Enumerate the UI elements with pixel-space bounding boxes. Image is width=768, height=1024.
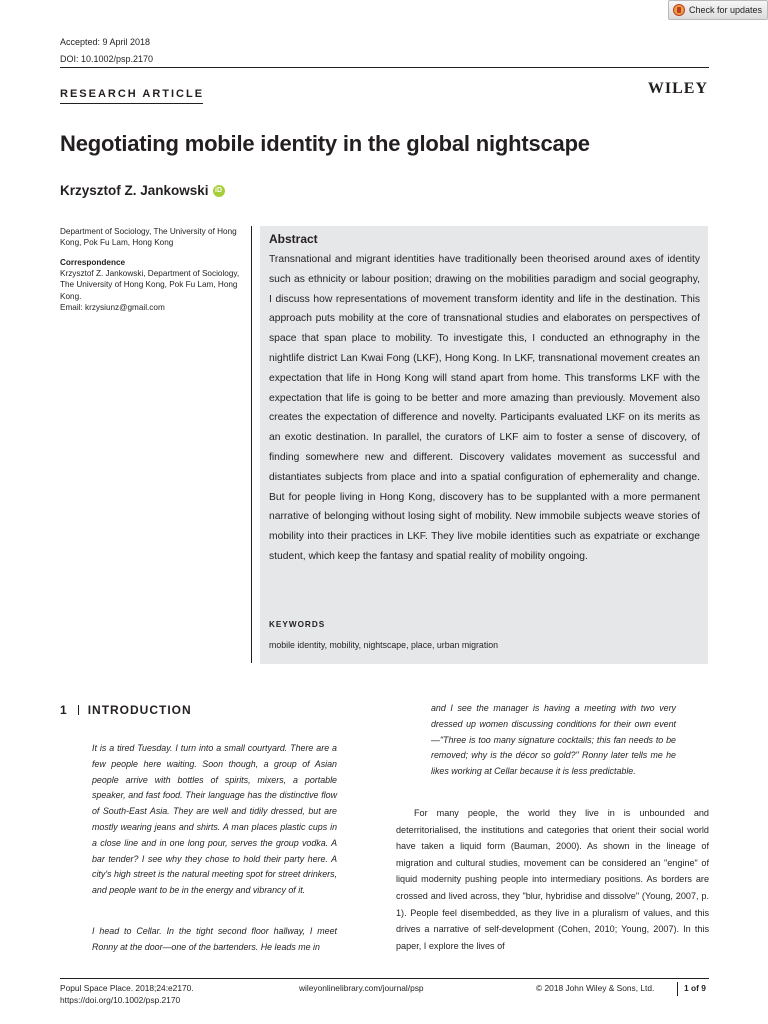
orcid-icon[interactable]: iD — [213, 185, 225, 197]
section-title: INTRODUCTION — [87, 703, 192, 717]
article-title: Negotiating mobile identity in the global nightscape — [60, 131, 590, 156]
abstract-heading: Abstract — [269, 232, 318, 246]
field-note-quote: It is a tired Tuesday. I turn into a small courtyard. There are a few people here waiting. Soon though, a group of Asian people arrive with bottles of spirits, mixers, a portable speaker, and fast food. Their language has the distinctive flow of South-East Asia. They are well and tidily dressed, but are mostly wearing jeans and shirts. A man places plastic cups in a close line and in one long pour, serves the group vodka. A bar tender? I see why they chose to hold their party here. A city's high street is the natural meeting spot for street drinkers, and people want to be in the energy and vibrancy of it. — [92, 743, 337, 896]
article-type: RESEARCH ARTICLE — [60, 88, 205, 100]
header-rule — [60, 67, 709, 68]
crossmark-icon — [673, 4, 685, 16]
footer-citation: Popul Space Place. 2018;24:e2170. — [60, 983, 194, 993]
section-number: 1 — [60, 703, 68, 717]
correspondence-heading: Correspondence — [60, 258, 126, 267]
keywords-list: mobile identity, mobility, nightscape, place, urban migration — [269, 640, 498, 650]
section-heading — [60, 703, 192, 717]
abstract-text: Transnational and migrant identities have traditionally been theorised around axes of identity such as ethnicity or labour position; drawing on the mobilities paradigm and social geography, I discuss how representations of movement transform identity and life in the destination. This approach puts mobility at the core of transnational studies and elaborates on perspectives of space that span place to mobility. To investigate this, I conducted an ethnography in the nightlife district Lan Kwai Fong (LKF), Hong Kong. In LKF, transnational movement creates an expectation that life in Hong Kong will stand apart from home. This transforms LKF with the expectation that life is going to be better and more amazing than previously. Movement also creates the expectation of difference and novelty. Participants evaluated LKF on its merits as an exotic destination. In parallel, the curators of LKF aim to foster a sense of discovery, of finding somewhere new and different. Discovery validates movement as successful and distantiates subjects from place and into a spatial configuration of ephemerality and change. But for people living in Hong Kong, discovery has to be supplanted with a more permanent narrative of belonging without losing sight of mobility. New immobile subjects weave stories of mobility into their practices in LKF. They live mobile identities such as expatriate or exchange student, which keep the fantasy and spatial reality of mobility ongoing. — [269, 254, 700, 562]
author-name[interactable]: Krzysztof Z. Jankowski — [60, 183, 209, 198]
article-type-underline — [60, 103, 203, 104]
check-for-updates-button[interactable] — [668, 0, 768, 20]
accepted-date: Accepted: 9 April 2018 — [60, 37, 151, 47]
body-paragraph-text: For many people, the world they live in is unbounded and deterritorialised, the institutions and categories that orient their social world have taken a liquid form (Bauman, 2000). As shown in the lineage of migration and cultural studies, movement can be considered an "engine" of liquid modernity pushing people into intermediary positions. As borders are crossed and lived across, they "blur, hybridise and dissolve" (Young, 2007, p. 1). People feel disembedded, as they live in a pluralism of values, and this drives a narrative of self-development (Cohen, 2010; Young, 2007). In this paper, I explore the lives of — [396, 808, 709, 951]
page-number: 1 of 9 — [684, 983, 706, 993]
footer-doi-link[interactable]: https://doi.org/10.1002/psp.2170 — [60, 995, 181, 1005]
field-note-quote: I head to Cellar. In the tight second floor hallway, I meet Ronny at the door—one of the bartenders. He leads me in — [92, 926, 337, 952]
correspondence-block — [60, 257, 240, 313]
author-line — [60, 183, 225, 198]
check-for-updates-label: Check for updates — [689, 5, 763, 15]
correspondence-email[interactable]: Email: krzysiunz@gmail.com — [60, 302, 165, 312]
publisher-logo: WILEY — [647, 80, 708, 97]
keywords-heading: KEYWORDS — [269, 620, 326, 629]
footer-page-divider — [677, 982, 678, 996]
body-paragraph — [396, 805, 709, 954]
field-note-quote: and I see the manager is having a meeting with two very dressed up women discussing conditions for their own event—"Three is too many signature cocktails; this fan needs to be removed; why is the décor so gold?" Ronny later tells me he likes working at Cellar because it is less predictable. — [431, 703, 676, 777]
section-divider — [78, 705, 79, 715]
footer-copyright: © 2018 John Wiley & Sons, Ltd. — [536, 983, 655, 993]
footer-journal-link[interactable]: wileyonlinelibrary.com/journal/psp — [299, 983, 424, 993]
affiliation: Department of Sociology, The University of Hong Kong, Pok Fu Lam, Hong Kong — [60, 227, 237, 248]
correspondence-text: Krzysztof Z. Jankowski, Department of Sociology, The University of Hong Kong, Pok Fu Lam, Hong Kong. — [60, 269, 240, 301]
footer-rule — [60, 978, 709, 979]
doi-line: DOI: 10.1002/psp.2170 — [60, 54, 154, 64]
column-divider — [251, 226, 252, 663]
